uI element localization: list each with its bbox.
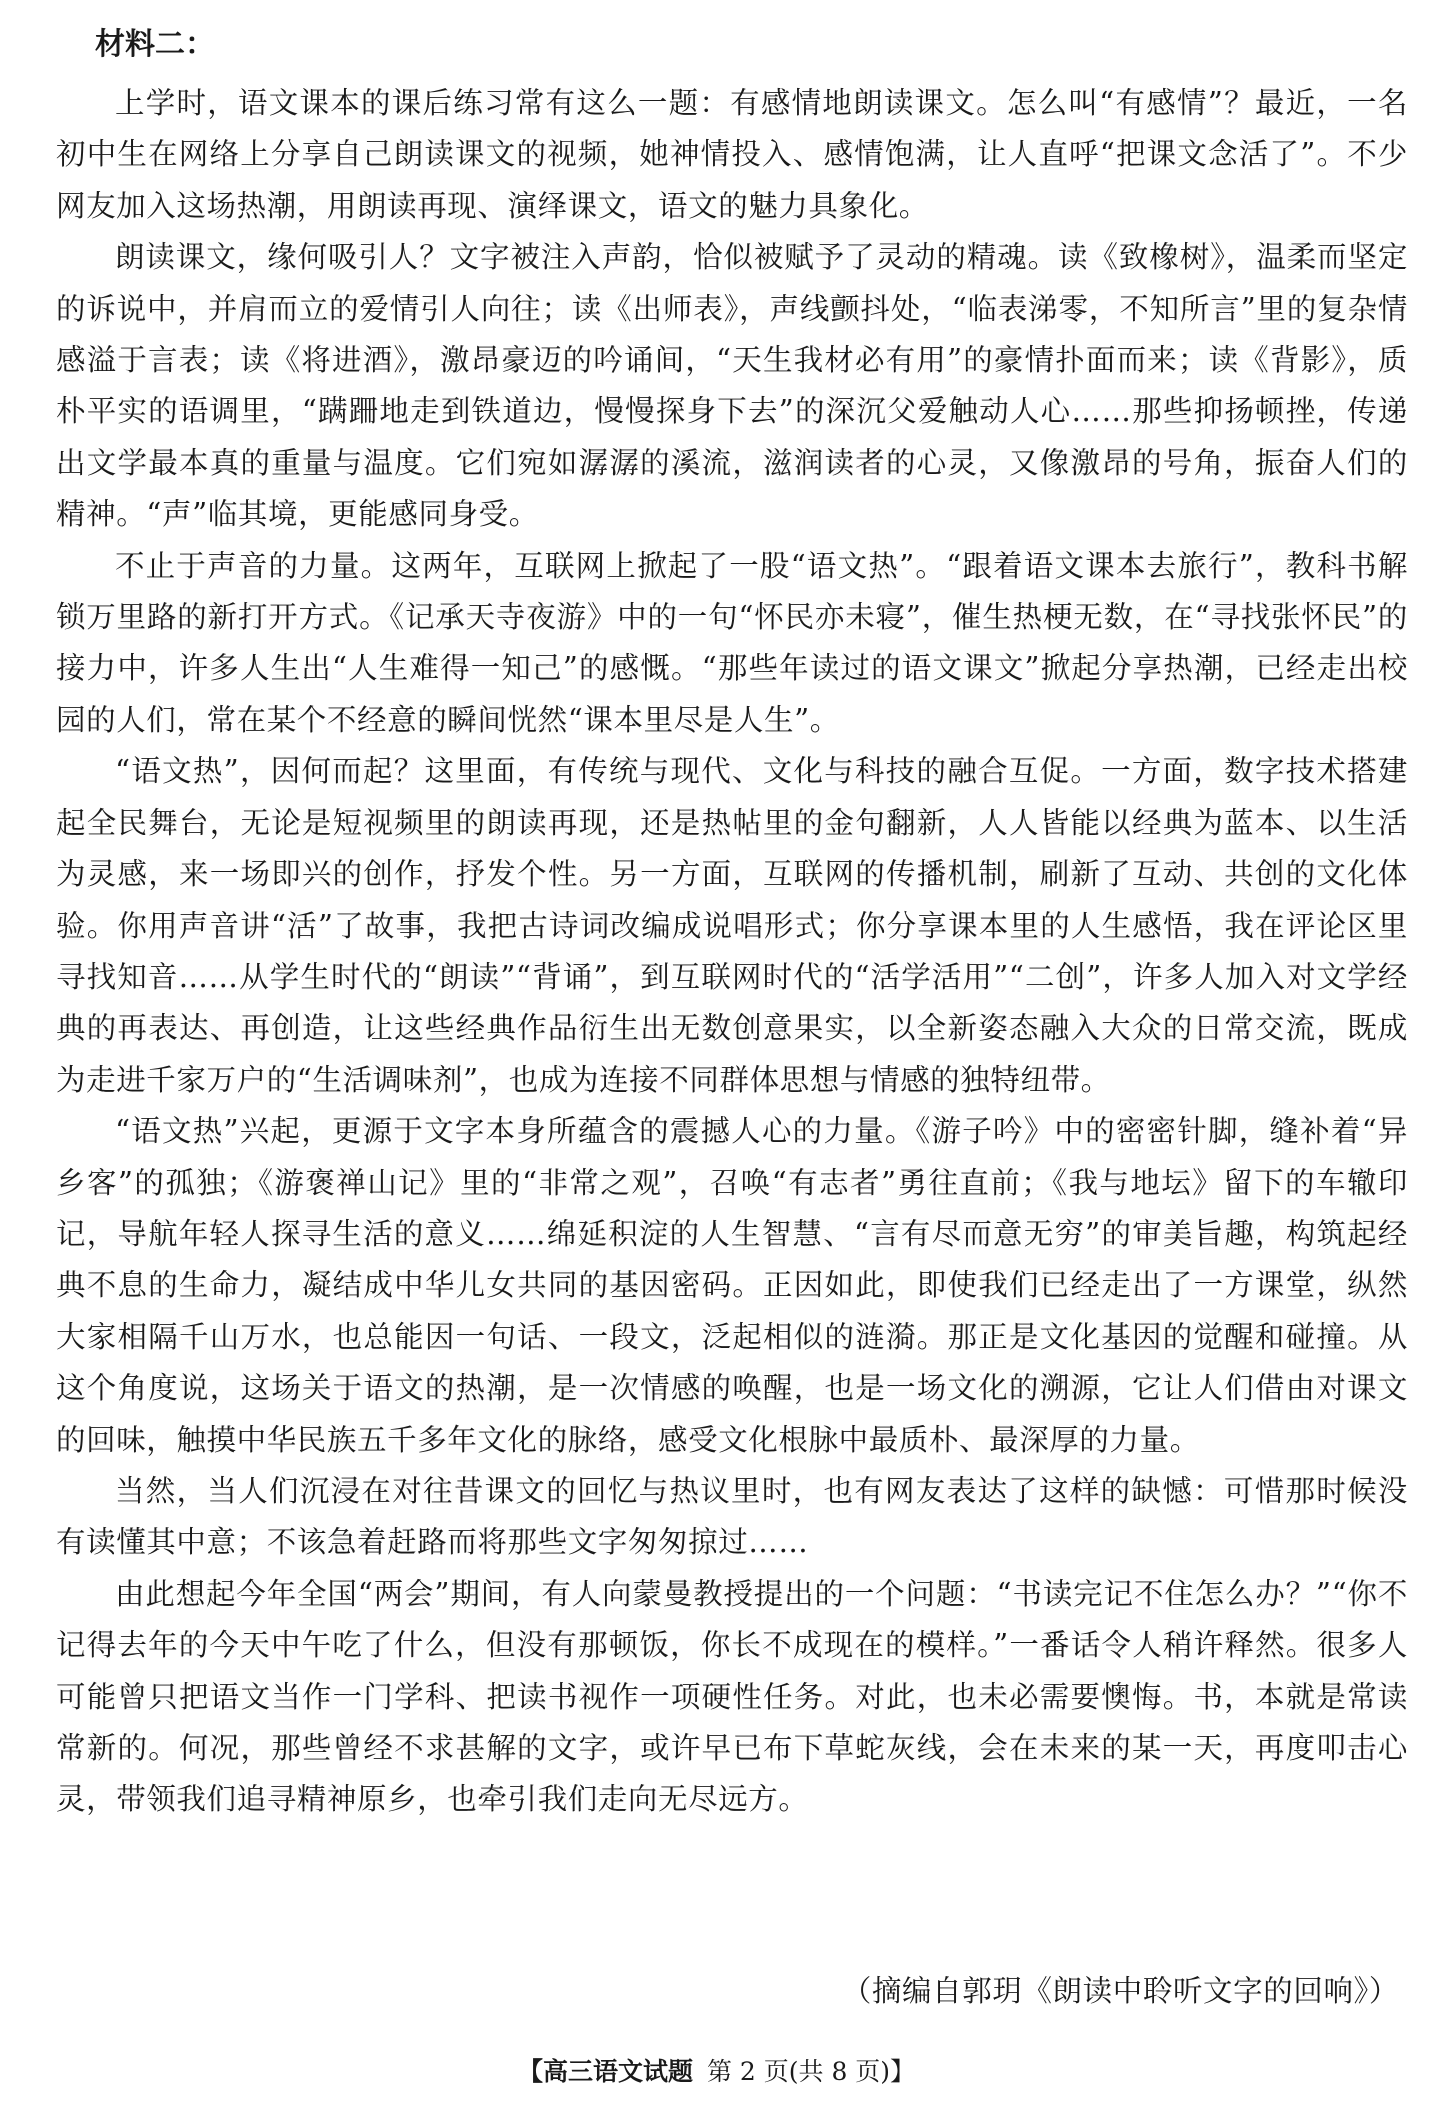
section-heading: 材料二： — [95, 27, 215, 62]
paragraph-3: 不止于声音的力量。这两年，互联网上掀起了一股“语文热”。“跟着语文课本去旅行”，教科书解锁万里路的新打开方式。《记承天寺夜游》中的一句“怀民亦未寝”，催生热梗无数，在“寻找张怀民”的接力中，许多人生出“人生难得一知己”的感慨。“那些年读过的语文课文”掀起分享热潮，已经走出校园的人们，常在某个不经意的瞬间恍然“课本里尽是人生”。 — [56, 548, 1408, 737]
source-citation: （摘编自郭玥《朗读中聆听文字的回响》） — [841, 1974, 1399, 2008]
paragraph-4: “语文热”，因何而起？这里面，有传统与现代、文化与科技的融合互促。一方面，数字技术搭建起全民舞台，无论是短视频里的朗读再现，还是热帖里的金句翻新，人人皆能以经典为蓝本、以生活为灵感，来一场即兴的创作，抒发个性。另一方面，互联网的传播机制，刷新了互动、共创的文化体验。你用声音讲“活”了故事，我把古诗词改编成说唱形式；你分享课本里的人生感悟，我在评论区里寻找知音……从学生时代的“朗读”“背诵”，到互联网时代的“活学活用”“二创”，许多人加入对文学经典的再表达、再创造，让这些经典作品衍生出无数创意果实，以全新姿态融入大众的日常交流，既成为走进千家万户的“生活调味剂”，也成为连接不同群体思想与情感的独特纽带。 — [56, 754, 1408, 1097]
page-footer — [0, 2052, 1433, 2092]
paragraph-7: 由此想起今年全国“两会”期间，有人向蒙曼教授提出的一个问题：“书读完记不住怎么办？”“你不记得去年的今天中午吃了什么，但没有那顿饭，你长不成现在的模样。”一番话令人稍许释然。很多人可能曾只把语文当作一门学科、把读书视作一项硬性任务。对此，也未必需要懊悔。书，本就是常读常新的。何况，那些曾经不求甚解的文字，或许早已布下草蛇灰线，会在未来的某一天，再度叩击心灵，带领我们追寻精神原乡，也牵引我们走向无尽远方。 — [56, 1576, 1408, 1817]
footer-page-number: 第 2 页(共 8 页)】 — [706, 2057, 916, 2086]
footer-exam-title: 【高三语文试题 — [517, 2057, 693, 2086]
article-body — [56, 78, 1408, 1826]
paragraph-1: 上学时，语文课本的课后练习常有这么一题：有感情地朗读课文。怎么叫“有感情”？最近，一名初中生在网络上分享自己朗读课文的视频，她神情投入、感情饱满，让人直呼“把课文念活了”。不少网友加入这场热潮，用朗读再现、演绎课文，语文的魅力具象化。 — [56, 86, 1408, 223]
paragraph-2: 朗读课文，缘何吸引人？文字被注入声韵，恰似被赋予了灵动的精魂。读《致橡树》，温柔而坚定的诉说中，并肩而立的爱情引人向往；读《出师表》，声线颤抖处，“临表涕零，不知所言”里的复杂情感溢于言表；读《将进酒》，激昂豪迈的吟诵间，“天生我材必有用”的豪情扑面而来；读《背影》，质朴平实的语调里，“蹒跚地走到铁道边，慢慢探身下去”的深沉父爱触动人心……那些抑扬顿挫，传递出文学最本真的重量与温度。它们宛如潺潺的溪流，滋润读者的心灵，又像激昂的号角，振奋人们的精神。“声”临其境，更能感同身受。 — [56, 240, 1408, 532]
paragraph-5: “语文热”兴起，更源于文字本身所蕴含的震撼人心的力量。《游子吟》中的密密针脚，缝补着“异乡客”的孤独；《游褒禅山记》里的“非常之观”，召唤“有志者”勇往直前；《我与地坛》留下的车辙印记，导航年轻人探寻生活的意义……绵延积淀的人生智慧、“言有尽而意无穷”的审美旨趣，构筑起经典不息的生命力，凝结成中华儿女共同的基因密码。正因如此，即使我们已经走出了一方课堂，纵然大家相隔千山万水，也总能因一句话、一段文，泛起相似的涟漪。那正是文化基因的觉醒和碰撞。从这个角度说，这场关于语文的热潮，是一次情感的唤醒，也是一场文化的溯源，它让人们借由对课文的回味，触摸中华民族五千多年文化的脉络，感受文化根脉中最质朴、最深厚的力量。 — [56, 1114, 1408, 1457]
paragraph-6: 当然，当人们沉浸在对往昔课文的回忆与热议里时，也有网友表达了这样的缺憾：可惜那时候没有读懂其中意；不该急着赶路而将那些文字匆匆掠过…… — [56, 1473, 1408, 1560]
